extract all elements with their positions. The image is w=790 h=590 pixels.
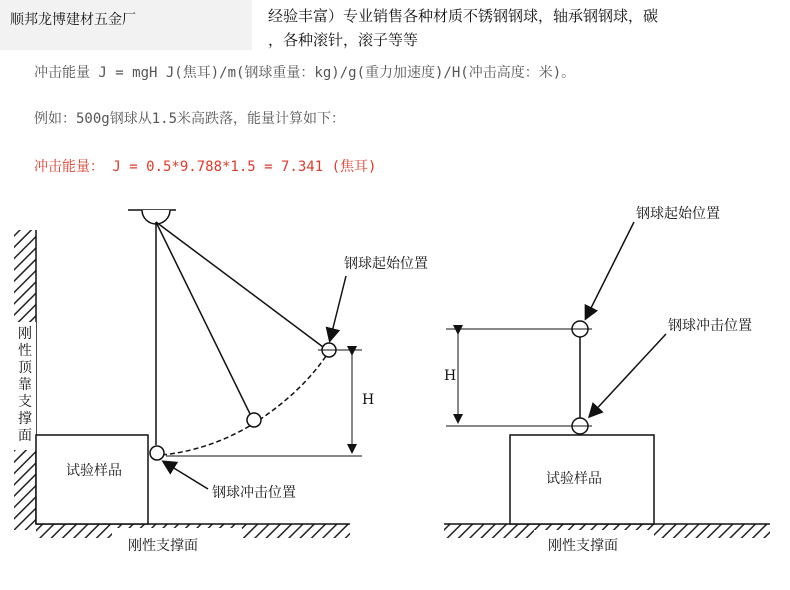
formula-result: 冲击能量： J = 0.5*9.788*1.5 = 7.341 (焦耳) <box>34 159 377 175</box>
right-impact-label: 钢球冲击位置 <box>668 318 752 334</box>
left-impact-label: 钢球冲击位置 <box>212 485 296 501</box>
left-sample-block <box>36 435 148 524</box>
right-sample-label: 试验样品 <box>546 471 602 487</box>
left-base-label: 刚性支撑面 <box>128 538 198 554</box>
pendulum-string-mid <box>156 222 253 420</box>
h-label-right: H <box>444 368 457 384</box>
intro-line-1: 经验丰富）专业销售各种材质不锈钢钢球，轴承钢钢球，碳 <box>268 7 659 25</box>
pivot-mount <box>142 210 170 224</box>
left-start-arrow <box>330 276 346 340</box>
formula-example: 例如：500g钢球从1.5米高跌落，能量计算如下： <box>34 111 345 127</box>
ball-impact-left <box>150 446 164 460</box>
left-start-label: 钢球起始位置 <box>344 256 428 272</box>
left-sample-label: 试验样品 <box>66 463 122 479</box>
right-start-arrow <box>586 222 634 318</box>
right-impact-arrow <box>590 334 666 416</box>
pendulum-string-start <box>156 222 327 350</box>
brand-name: 顺邦龙博建材五金厂 <box>10 12 136 28</box>
wall-label: 刚性顶靠支撑面 <box>18 326 32 444</box>
left-diagram <box>14 210 428 558</box>
right-start-label: 钢球起始位置 <box>636 206 720 222</box>
intro-line-2: ，各种滚针，滚子等等 <box>268 31 419 49</box>
swing-arc <box>162 356 326 455</box>
ball-mid-left <box>247 413 261 427</box>
h-label-left: H <box>362 392 375 408</box>
right-base-label: 刚性支撑面 <box>548 538 618 554</box>
right-diagram <box>444 205 770 558</box>
formula-definition: 冲击能量 J = mgH J(焦耳)/m(钢球重量：kg)/g(重力加速度)/H(冲击高度：米)。 <box>34 65 576 81</box>
left-impact-arrow <box>164 462 208 489</box>
